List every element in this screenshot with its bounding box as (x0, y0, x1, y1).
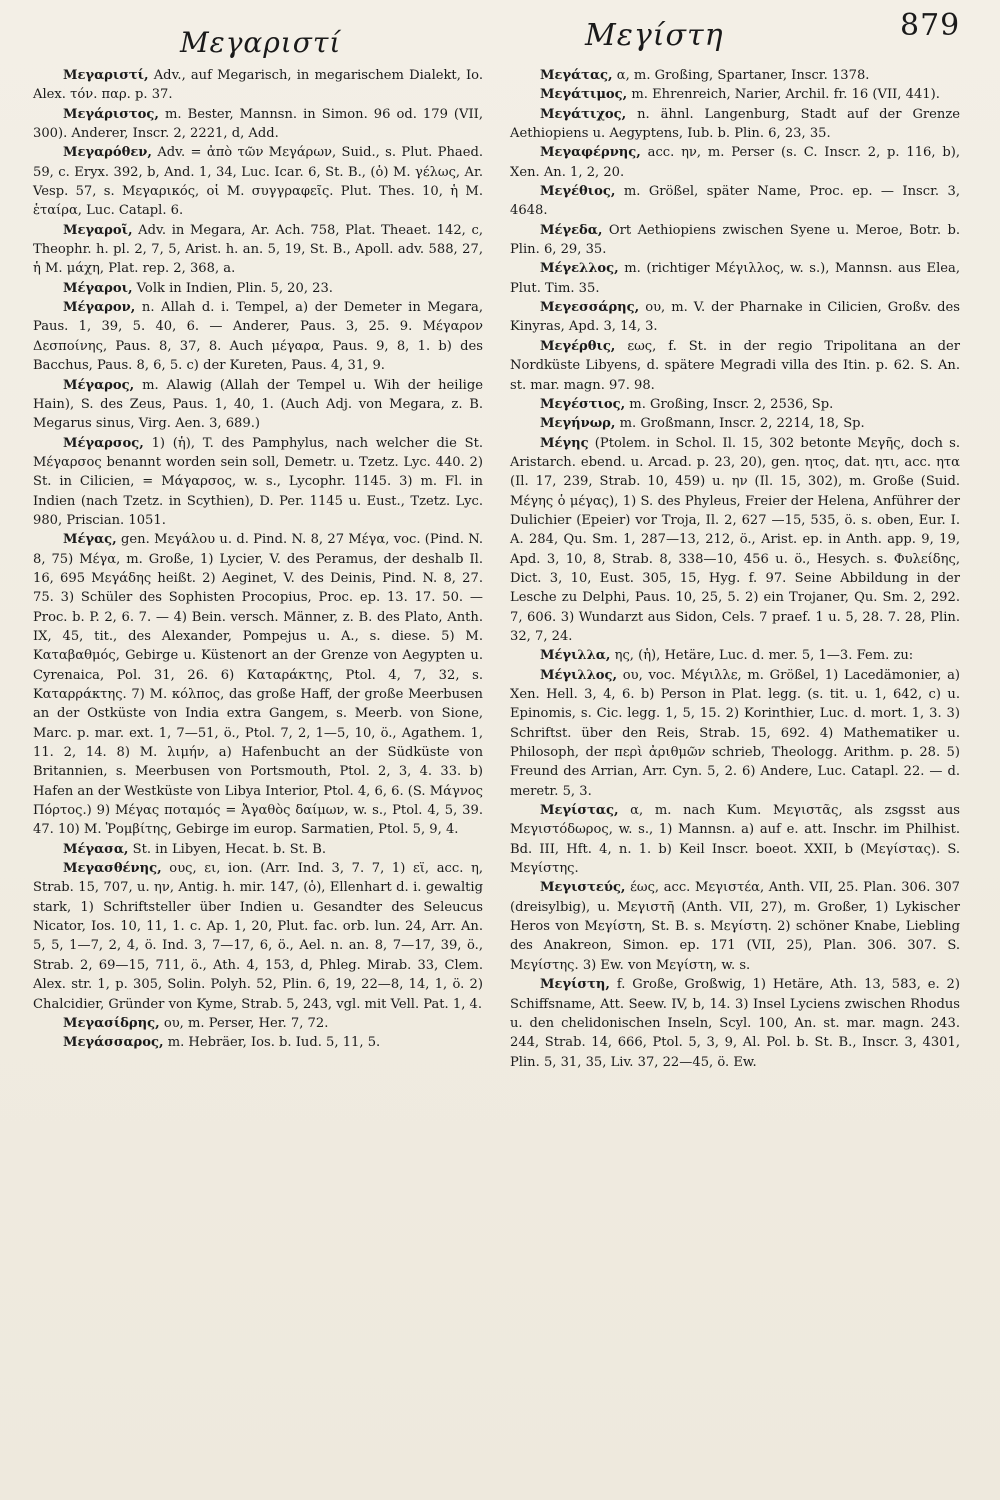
page-number: 879 (900, 8, 961, 43)
entry-lemma: Μεγίστη, (540, 977, 610, 993)
dictionary-entry (33, 530, 483, 840)
dictionary-entry (510, 337, 960, 395)
dictionary-entry (510, 395, 960, 414)
entry-text: m. Großing, Inscr. 2, 2536, Sp. (625, 396, 834, 412)
entry-text: ου, m. Perser, Her. 7, 72. (159, 1015, 329, 1031)
entry-lemma: Μέγαρσος, (63, 435, 144, 451)
entry-text: m. Bester, Mannsn. in Simon. 96 od. 179 (VII, 300). Anderer, Inscr. 2, 2221, d, Add. (33, 106, 483, 142)
dictionary-entry (33, 376, 483, 434)
entry-lemma: Μέγασα, (63, 841, 129, 857)
entry-lemma: Μέγαρος, (63, 377, 135, 393)
entry-text: α, m. nach Kum. Μεγιστᾶς, als zsgsst aus Μεγιστόδωρος, w. s., 1) Mannsn. a) auf e. att. Inschr. im Philhist. Bd. III, Hft. 4, n. 1. b) Keil Inscr. boeot. XXII, b (Μεγίστας). S. Μεγίστης. (510, 803, 960, 877)
entry-lemma: Μέγας, (63, 532, 117, 548)
dictionary-entry (33, 66, 483, 105)
entry-text: Adv., auf Megarisch, in megarischem Dialekt, Io. Alex. τόν. παρ. p. 37. (33, 68, 483, 103)
entry-text: n. ähnl. Langenburg, Stadt auf der Grenze Aethiopiens u. Aegyptens, Iub. b. Plin. 6, 23, 35. (510, 106, 960, 142)
dictionary-entry (510, 975, 960, 1072)
dictionary-entry (510, 298, 960, 337)
dictionary-entry (510, 259, 960, 298)
entry-lemma: Μεγάτιμος, (540, 87, 628, 103)
entry-text: St. in Libyen, Hecat. b. St. B. (128, 841, 327, 857)
entry-lemma: Μεγέρθις, (540, 338, 616, 354)
entry-text: m. (richtiger Μέγιλλος, w. s.), Mannsn. aus Elea, Plut. Tim. 35. (510, 261, 960, 296)
entry-lemma: Μέγιλλος, (540, 667, 618, 683)
entry-text: έως, acc. Μεγιστέα, Anth. VII, 25. Plan. 306. 307 (dreisylbig), u. Μεγιστῆ (Anth. VII, 27), m. Großer, 1) Lykischer Heros von Μεγίστη, St. B. s. Μεγίστη. 2) schöner Knabe, Liebling des Anakreon, Simon. ep. 171 (VII, 25), Plan. 306. 307. S. Μεγίστης. 3) Ew. von Μεγίστη, w. s. (510, 880, 960, 973)
dictionary-entry (33, 221, 483, 279)
dictionary-entry (33, 298, 483, 375)
entry-lemma: Μεγασίδρης, (63, 1015, 160, 1031)
entry-text: m. Großmann, Inscr. 2, 2214, 18, Sp. (615, 416, 865, 432)
entry-lemma: Μεγάτας, (540, 68, 613, 83)
dictionary-entry (510, 221, 960, 260)
entry-text: ου, m. V. der Pharnake in Cilicien, Großv. des Kinyras, Apd. 3, 14, 3. (510, 300, 960, 335)
left-column (33, 66, 483, 1053)
dictionary-entry (510, 182, 960, 221)
entry-lemma: Μέγιλλα, (540, 648, 611, 664)
dictionary-entry (510, 85, 960, 104)
entry-lemma: Μέγαροι, (63, 280, 133, 296)
entry-text: εως, f. St. in der regio Tripolitana an der Nordküste Libyens, d. spätere Megradi villa des Itin. p. 62. S. An. st. mar. magn. 97. 98. (510, 338, 960, 393)
entry-text: 1) (ἡ), T. des Pamphylus, nach welcher die St. Μέγαρσος benannt worden sein soll, Demetr. u. Tzetz. Lyc. 440. 2) St. in Cilicien, = Μάγαρσος, w. s., Lycophr. 1145. 3) m. Fl. in Indien (nach Tzetz. in Scythien), D. Per. 1145 u. Eust., Tzetz. Lyc. 980, Priscian. 1051. (33, 435, 483, 528)
entry-text: α, m. Großing, Spartaner, Inscr. 1378. (612, 68, 870, 83)
dictionary-entry (510, 434, 960, 647)
dictionary-entry (510, 414, 960, 433)
dictionary-entry (33, 105, 483, 144)
entry-lemma: Μεγέστιος, (540, 396, 626, 412)
entry-lemma: Μέγελλος, (540, 261, 619, 277)
entry-text: m. Ehrenreich, Narier, Archil. fr. 16 (VII, 441). (627, 87, 940, 103)
entry-lemma: Μέγαρον, (63, 300, 136, 316)
running-headword-left: Μεγαριστί (180, 26, 342, 59)
entry-text: m. Größel, später Name, Proc. ep. — Inscr. 3, 4648. (510, 184, 960, 219)
entry-text: ους, ει, ion. (Arr. Ind. 3, 7. 7, 1) εϊ, acc. η, Strab. 15, 707, u. ην, Antig. h. mir. 147, (ὁ), Ellenhart d. i. gewaltig stark, 1) Schriftsteller über Indien u. Gesandter des Seleucus Nicator, Ios. 10, 11, 1. c. Ap. 1, 20, Plut. fac. orb. lun. 24, Arr. An. 5, 5, 1—7, 2, 4, ö. Ind. 3, 7—17, 6, ö., Ael. n. an. 8, 7—17, 39, ö., Strab. 2, 69—15, 711, ö., Ath. 4, 153, d, Phleg. Mirab. 33, Clem. Alex. str. 1, p. 305, Solin. Polyh. 52, Plin. 6, 19, 22—8, 14, 1, ö. 2) Chalcidier, Gründer von Kyme, Strab. 5, 243, vgl. mit Vell. Pat. 1, 4. (33, 861, 483, 1012)
dictionary-entry (510, 801, 960, 878)
entry-lemma: Μεγαφέρνης, (540, 145, 641, 161)
dictionary-entry (510, 105, 960, 144)
dictionary-entry (510, 143, 960, 182)
dictionary-entry (33, 434, 483, 531)
right-column (510, 66, 960, 1072)
entry-text: Adv. = ἀπὸ τῶν Μεγάρων, Suid., s. Plut. Phaed. 59, c. Eryx. 392, b, And. 1, 34, Luc. Icar. 6, St. B., (ὁ) M. γέλως, Ar. Vesp. 57, s. Μεγαρικός, οἱ M. συγγραφεῖς. Plut. Thes. 10, ἡ M. ἑταίρα, Luc. Catapl. 6. (33, 145, 483, 219)
entry-text: f. Große, Großwig, 1) Hetäre, Ath. 13, 583, e. 2) Schiffsname, Att. Seew. IV, b, 14. 3) Insel Lyciens zwischen Rhodus u. den chelidonischen Inseln, Scyl. 100, An. st. mar. magn. 243. 244, Strab. 14, 666, Ptol. 5, 3, 9, Al. Pol. b. St. B., Inscr. 3, 4301, Plin. 5, 31, 35, Liv. 37, 22—45, ö. Ew. (510, 977, 960, 1070)
entry-text: Adv. in Megara, Ar. Ach. 758, Plat. Theaet. 142, c, Theophr. h. pl. 2, 7, 5, Arist. h. an. 5, 19, St. B., Apoll. adv. 588, 27, ἡ M. μάχη, Plat. rep. 2, 368, a. (33, 222, 483, 277)
entry-text: ης, (ἡ), Hetäre, Luc. d. mer. 5, 1—3. Fem. zu: (610, 648, 914, 664)
entry-text: (Ptolem. in Schol. Il. 15, 302 betonte Μεγῆς, doch s. Aristarch. ebend. u. Arcad. p. 23, 20), gen. ητος, dat. ητι, acc. ητα (Il. 17, 239, Strab. 10, 459) u. ην (Il. 15, 302), m. Große (Suid. Μέγης ὁ μέγας), 1) S. des Phyleus, Freier der Helena, Anführer der Dulichier (Epeier) vor Troja, Il. 2, 627 —15, 535, ö. s. oben, Eur. I. A. 284, Qu. Sm. 1, 287—13, 212, ö., Arist. ep. in Anth. app. 9, 19, Apd. 3, 10, 8, Strab. 8, 338—10, 456 u. ö., Hesych. s. Φυλείδης, Dict. 3, 10, Eust. 305, 15, Hyg. f. 97. Seine Abbildung in der Lesche zu Delphi, Paus. 10, 25, 5. 2) ein Trojaner, Qu. Sm. 2, 292. 7, 606. 3) Wundarzt aus Sidon, Cels. 7 praef. 1 u. 5, 28. 7. 28, Plin. 32, 7, 24. (510, 435, 960, 644)
entry-lemma: Μεγήνωρ, (540, 416, 616, 432)
entry-lemma: Μεγεσσάρης, (540, 300, 640, 316)
entry-text: Ort Aethiopiens zwischen Syene u. Meroe, Botr. b. Plin. 6, 29, 35. (510, 222, 960, 258)
entry-lemma: Μεγίστας, (540, 803, 619, 819)
running-headword-right: Μεγίστη (585, 18, 724, 53)
entry-lemma: Μεγέθιος, (540, 184, 616, 200)
entry-lemma: Μεγιστεύς, (540, 880, 626, 896)
dictionary-entry (510, 66, 960, 85)
entry-lemma: Μεγαροῖ, (63, 222, 133, 238)
entry-text: Volk in Indien, Plin. 5, 20, 23. (132, 280, 333, 296)
entry-text: gen. Μεγάλου u. d. Pind. N. 8, 27 Μέγα, voc. (Pind. N. 8, 75) Μέγα, m. Große, 1) Lycier, V. des Peramus, der deshalb Il. 16, 695 Μεγάδης heißt. 2) Aeginet, V. des Deinis, Pind. N. 8, 27. 75. 3) Schüler des Sophisten Procopius, Proc. ep. 13. 17. 50. — Proc. b. P. 2, 6. 7. — 4) Bein. versch. Männer, z. B. des Plato, Anth. IX, 45, tit., des Alexander, Pompejus u. A., s. diese. 5) M. Καταβαθμός, Gebirge u. Küstenort an der Grenze von Aegypten u. Cyrenaica, Pol. 31, 26. 6) Καταράκτης, Ptol. 4, 7, 32, s. Καταρράκτης. 7) M. κόλπος, das große Haff, der große Meerbusen an der Ostküste von India extra Gangem, s. Meerb. von Sione, Marc. p. mar. ext. 1, 7—51, ö., Ptol. 7, 2, 1—5, 10, ö., Agathem. 1, 11. 2, 14. 8) M. λιμήν, a) Hafenbucht an der Südküste von Britannien, s. Meerbusen von Portsmouth, Ptol. 2, 3, 4. 33. b) Hafen an der Westküste von Libya Interior, Ptol. 4, 6, 6. (S. Μάγνος Πόρτος.) 9) Μέγας ποταμός = Ἀγαθὸς δαίμων, w. s., Ptol. 4, 5, 39. 47. 10) M. Ῥομβίτης, Gebirge im europ. Sarmatien, Ptol. 5, 9, 4. (33, 532, 483, 838)
entry-text: m. Hebräer, Ios. b. Iud. 5, 11, 5. (163, 1035, 381, 1051)
dictionary-entry (33, 143, 483, 220)
entry-text: m. Alawig (Allah der Tempel u. Wih der heilige Hain), S. des Zeus, Paus. 1, 40, 1. (Auch Adj. von Megara, z. B. Megarus sinus, Virg. Aen. 3, 689.) (33, 377, 483, 432)
entry-lemma: Μεγάσσαρος, (63, 1035, 164, 1051)
entry-lemma: Μεγάριστος, (63, 106, 159, 122)
entry-lemma: Μέγεδα, (540, 222, 603, 238)
dictionary-entry (510, 666, 960, 801)
dictionary-entry (33, 279, 483, 298)
entry-lemma: Μέγης (540, 435, 589, 451)
entry-lemma: Μεγασθένης, (63, 861, 162, 877)
dictionary-entry (33, 1014, 483, 1033)
entry-lemma: Μεγαρόθεν, (63, 145, 152, 161)
dictionary-entry (33, 1033, 483, 1052)
dictionary-entry (33, 840, 483, 859)
page-header (30, 8, 980, 58)
entry-lemma: Μεγαριστί, (63, 68, 149, 83)
dictionary-entry (510, 646, 960, 665)
dictionary-entry (33, 859, 483, 1014)
entry-lemma: Μεγάτιχος, (540, 106, 627, 122)
entry-text: ου, voc. Μέγιλλε, m. Größel, 1) Lacedämonier, a) Xen. Hell. 3, 4, 6. b) Person in Plat. legg. (s. tit. u. 1, 642, c) u. Epinomis, s. Cic. legg. 1, 5, 15. 2) Korinthier, Luc. d. mort. 1, 3. 3) Schriftst. über den Reis, Strab. 15, 692. 4) Mathematiker u. Philosoph, der περὶ ἀριθμῶν schrieb, Theologg. Arithm. p. 28. 5) Freund des Arrian, Arr. Cyn. 5, 2. 6) Andere, Luc. Catapl. 22. — d. meretr. 5, 3. (510, 667, 960, 799)
entry-text: acc. ην, m. Perser (s. C. Inscr. 2, p. 116, b), Xen. An. 1, 2, 20. (510, 145, 960, 180)
dictionary-entry (510, 878, 960, 975)
entry-text: n. Allah d. i. Tempel, a) der Demeter in Megara, Paus. 1, 39, 5. 40, 6. — Anderer, Paus. 3, 25. 9. Μέγαρον Δεσποίνης, Paus. 8, 37, 8. Auch μέγαρα, Paus. 9, 8, 1. b) des Bacchus, Paus. 8, 6, 5. c) der Kureten, Paus. 4, 31, 9. (33, 300, 483, 374)
